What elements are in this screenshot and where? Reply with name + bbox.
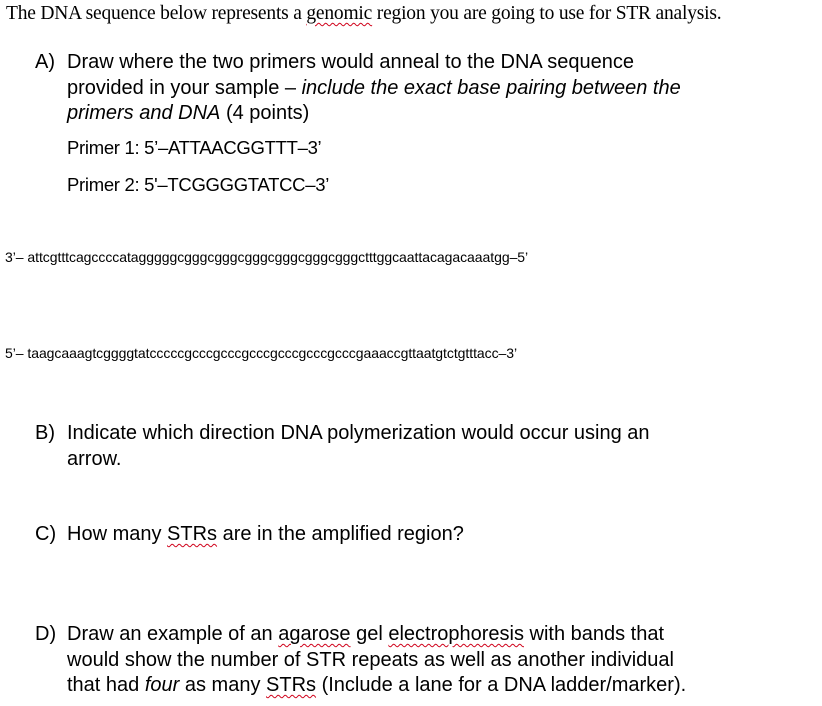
question-d-line1 [67,622,686,648]
question-d-line3-before: that had [67,674,145,696]
intro-genomic-word: genomic [306,3,373,24]
question-b-line2: arrow. [67,447,122,470]
question-d-line3-after: (Include a lane for a DNA ladder/marker). [316,674,687,696]
question-d-label: D) [35,623,57,645]
question-a-line1: Draw where the two primers would anneal to the DNA sequence [67,51,634,73]
intro-text [6,3,721,25]
dna-strand-5-to-3: 5’– taagcaaagtcggggtatcccccgcccgcccgcccgcccgcccgcccgaaaccgttaatgtctgtttacc–3’ [5,345,518,361]
question-b-text [67,421,650,472]
question-c-strs-word: STRs [167,523,218,545]
question-d-line3-mid: as many [179,674,267,696]
question-a-line2 [67,76,681,102]
question-c-line1 [67,522,464,548]
question-d-line2: would show the number of STR repeats as well as another individual [67,648,674,671]
question-a-line3-rest: (4 points) [220,102,310,124]
dna-strand-3-to-5: 3’– attcgtttcagccccatagggggcgggcgggcgggcgggcgggcgggctttggcaattacagacaaatgg–5’ [5,249,529,265]
question-d-line3-italic: four [144,674,180,696]
question-c-label: C) [35,523,57,545]
question-d-strs-word: STRs [266,674,317,696]
question-a-line2-italic: include the exact base pairing between the [301,76,681,99]
question-a-line3-italic: primers and DNA [67,102,221,124]
question-a-line3 [67,101,681,127]
question-d-agarose-word: agarose [278,623,351,645]
question-a-label: A) [35,51,55,73]
question-b-label: B) [35,422,55,444]
question-d-text [67,622,686,699]
primer-1: Primer 1: 5’–ATTAACGGTTT–3’ [67,137,322,158]
intro-after: region you are going to use for STR analysis. [372,3,722,24]
question-a-text [67,50,681,127]
question-a-line2-normal: provided in your sample – [67,76,302,99]
question-c-before: How many [67,523,168,545]
question-d-line3 [67,673,686,699]
question-b-line1: Indicate which direction DNA polymerization would occur using an [67,422,650,444]
question-d-electrophoresis-word: electrophoresis [388,623,524,645]
question-c-text [67,522,464,548]
question-d-line1-after: with bands that [523,623,665,645]
question-d-line1-before: Draw an example of an [67,623,279,645]
question-d-line1-mid: gel [350,623,389,645]
question-c-after: are in the amplified region? [217,523,464,545]
primer-2: Primer 2: 5'–TCGGGGTATCC–3’ [67,174,330,195]
intro-before: The DNA sequence below represents a [6,3,307,24]
